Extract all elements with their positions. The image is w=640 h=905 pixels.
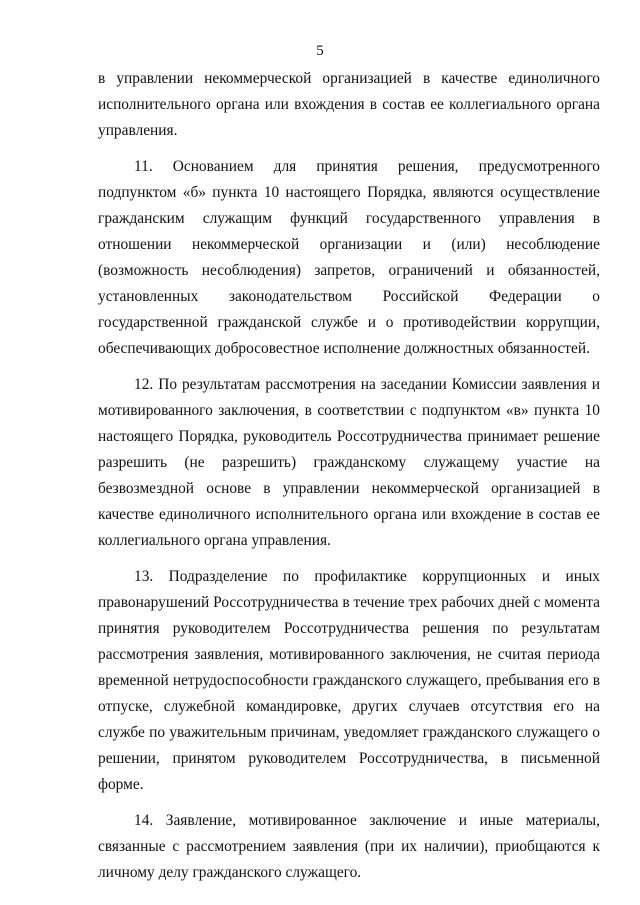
paragraph-11: 11. Основанием для принятия решения, предусмотренного подпунктом «б» пункта 10 настоящего Порядка, являются осуществление гражданским служащим функций государственного управления в отношении некоммерческой организации и (или) несоблюдение (возможность несоблюдения) запретов, ограничений и обязанностей, установленных законодательством Российской Федерации о государственной гражданской службе и о противодействии коррупции, обеспечивающих добросовестное исполнение должностных обязанностей. <box>98 158 600 357</box>
paragraph-12: 12. По результатам рассмотрения на заседании Комиссии заявления и мотивированного заключения, в соответствии с подпунктом «в» пункта 10 настоящего Порядка, руководитель Россотрудничества принимает решение разрешить (не разрешить) гражданскому служащему участие на безвозмездной основе в управлении некоммерческой организацией в качестве единоличного исполнительного органа или вхождение в состав ее коллегиального органа управления. <box>98 376 600 549</box>
page-number: 5 <box>316 43 324 59</box>
paragraph-continued: в управлении некоммерческой организацией в качестве единоличного исполнительного органа или вхождения в состав ее коллегиального органа управления. <box>98 70 600 139</box>
paragraph-13: 13. Подразделение по профилактике коррупционных и иных правонарушений Россотрудничества в течение трех рабочих дней с момента принятия руководителем Россотрудничества решения по результатам рассмотрения заявления, мотивированного заключения, не считая периода временной нетрудоспособности гражданского служащего, пребывания его в отпуске, служебной командировке, других случаев отсутствия его на службе по уважительным причинам, уведомляет гражданского служащего о решении, принятом руководителем Россотрудничества, в письменной форме. <box>98 568 600 793</box>
document-body <box>98 66 600 896</box>
paragraph-14: 14. Заявление, мотивированное заключение и иные материалы, связанные с рассмотрением заявления (при их наличии), приобщаются к личному делу гражданского служащего. <box>98 812 600 881</box>
